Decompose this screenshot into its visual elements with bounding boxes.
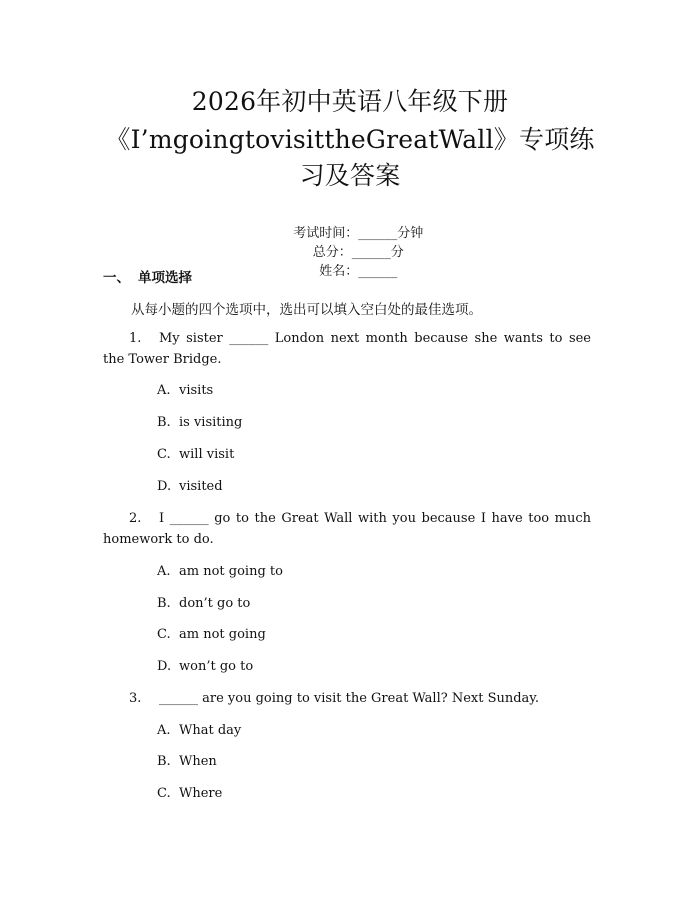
option-3c [157, 786, 222, 801]
option-text: What day [179, 723, 242, 738]
option-2d [157, 659, 253, 674]
page-title-line-1: 2026年初中英语八年级下册 [191, 87, 509, 116]
option-1b [157, 415, 242, 430]
option-letter: A. [157, 564, 171, 579]
option-text: will visit [179, 447, 235, 462]
option-letter: C. [157, 447, 171, 462]
option-2a [157, 564, 283, 579]
question-2 [103, 509, 591, 550]
question-number: 3. [129, 691, 142, 706]
question-3 [103, 689, 591, 710]
question-text: My sister ______ London next month because she wants to see the Tower Bridge. [103, 331, 591, 367]
option-text: am not going to [179, 564, 283, 579]
option-text: Where [179, 786, 223, 801]
total-score-field: 总分：______分 [312, 245, 404, 260]
question-number: 1. [129, 331, 142, 346]
section-instruction: 从每小题的四个选项中，选出可以填入空白处的最佳选项。 [131, 302, 482, 318]
option-letter: D. [157, 659, 172, 674]
option-letter: A. [157, 383, 171, 398]
option-letter: C. [157, 627, 171, 642]
option-text: is visiting [179, 415, 243, 430]
page-title-line-3: 习及答案 [299, 161, 401, 190]
exam-time-field: 考试时间：______分钟 [293, 226, 424, 241]
question-text: ______ are you going to visit the Great Wall? Next Sunday. [159, 691, 540, 706]
option-text: don’t go to [179, 596, 251, 611]
section-heading [103, 266, 192, 286]
question-text: I ______ go to the Great Wall with you because I have too much homework to do. [103, 511, 591, 547]
option-1d [157, 479, 223, 494]
page-title-line-2: 《I’mgoingtovisittheGreatWall》专项练 [105, 125, 595, 154]
option-1a [157, 383, 213, 398]
option-text: visited [179, 479, 223, 494]
option-letter: B. [157, 754, 171, 769]
option-3a [157, 723, 241, 738]
option-3b [157, 754, 217, 769]
option-letter: C. [157, 786, 171, 801]
option-letter: D. [157, 479, 172, 494]
option-text: am not going [179, 627, 266, 642]
section-number: 一、 [103, 270, 130, 286]
option-2b [157, 596, 250, 611]
section-title: 单项选择 [138, 270, 192, 286]
option-text: won’t go to [179, 659, 254, 674]
question-1 [103, 329, 591, 370]
option-1c [157, 447, 234, 462]
option-2c [157, 627, 266, 642]
question-number: 2. [129, 511, 142, 526]
option-text: visits [179, 383, 214, 398]
option-text: When [179, 754, 217, 769]
option-letter: B. [157, 596, 171, 611]
option-letter: A. [157, 723, 171, 738]
option-letter: B. [157, 415, 171, 430]
student-name-field: 姓名：______ [319, 264, 398, 279]
